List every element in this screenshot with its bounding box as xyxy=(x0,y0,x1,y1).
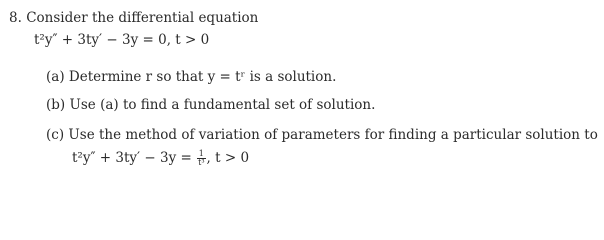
part-c-equation xyxy=(72,150,249,167)
part-c-text: Use the method of variation of parameters for finding a particular solution to xyxy=(68,127,598,143)
part-c xyxy=(46,127,598,143)
main-equation: t²y″ + 3ty′ − 3y = 0, t > 0 xyxy=(34,32,210,48)
part-a-text: Determine r so that y = tʳ is a solution. xyxy=(68,69,337,85)
part-a-label: (a) xyxy=(46,69,65,85)
problem-statement: Consider the differential equation xyxy=(26,10,259,26)
part-a xyxy=(46,69,336,85)
part-b-text: Use (a) to find a fundamental set of solution. xyxy=(69,97,376,113)
fraction xyxy=(197,150,205,167)
problem-number: 8. xyxy=(9,10,22,26)
fraction-numerator: 1 xyxy=(198,149,204,158)
part-b-label: (b) xyxy=(46,97,66,113)
part-b xyxy=(46,97,375,113)
part-c-label: (c) xyxy=(46,127,65,143)
part-c-equation-lhs: t²y″ + 3ty′ − 3y = xyxy=(72,150,197,166)
problem-header xyxy=(9,10,258,26)
part-c-equation-tail: , t > 0 xyxy=(206,150,250,166)
fraction-denominator: t³ xyxy=(198,158,205,167)
